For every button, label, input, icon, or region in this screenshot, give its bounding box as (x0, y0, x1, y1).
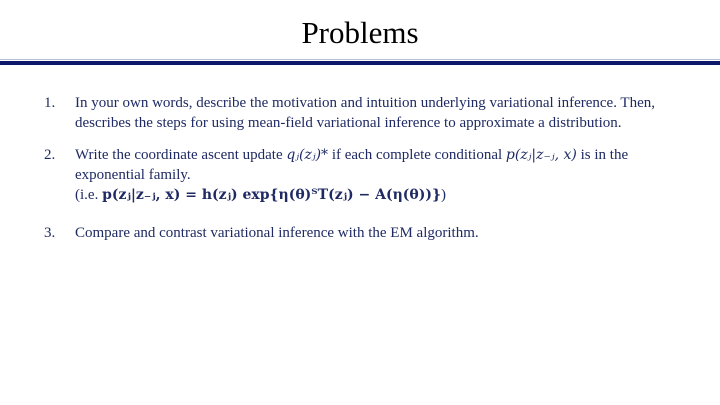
problem-line: exponential family. (75, 167, 191, 183)
problem-item-3 (44, 223, 704, 243)
math-exponential-family: p(zⱼ|z₋ⱼ, x) = h(zⱼ) exp{η(θ)ᵀT(zⱼ) − A(η(θ))} (102, 187, 442, 203)
problem-number: 2. (44, 147, 56, 163)
problem-text (75, 145, 704, 205)
problem-line (75, 185, 704, 205)
text-segment: if each complete conditional (328, 147, 506, 163)
math-update: qⱼ(zⱼ)* (286, 147, 329, 163)
problem-text (75, 93, 704, 133)
text-segment: Write the coordinate ascent update (75, 147, 287, 163)
problem-number: 3. (44, 225, 56, 241)
text-segment: ) (441, 187, 447, 203)
problem-line: describes the steps for using mean-field variational inference to approximate a distribution. (75, 115, 622, 131)
title-divider-thin (0, 59, 720, 60)
math-conditional: p(zⱼ|z₋ⱼ, x) (505, 147, 577, 163)
problem-list (44, 93, 704, 255)
title-divider-thick (0, 61, 720, 65)
problem-line: In your own words, describe the motivation and intuition underlying variational inference. Then, (75, 95, 655, 111)
slide-title: Problems (301, 15, 419, 50)
text-segment: is in the (576, 147, 629, 163)
text-segment: (i.e. (75, 187, 103, 203)
problem-item-2 (44, 145, 704, 205)
problem-number: 1. (44, 95, 56, 111)
problem-text (75, 223, 704, 243)
problem-line: Compare and contrast variational inference with the EM algorithm. (75, 225, 479, 241)
problem-line (75, 145, 704, 165)
problem-item-1 (44, 93, 704, 133)
